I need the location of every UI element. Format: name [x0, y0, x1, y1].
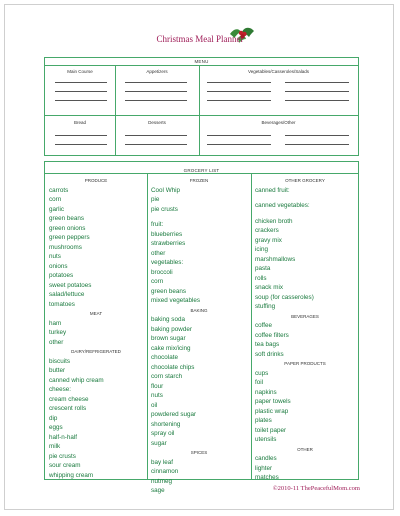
- grocery-heading: GROCERY LIST: [183, 168, 220, 173]
- section-heading: PRODUCE: [84, 178, 108, 183]
- grocery-item: flour: [151, 382, 164, 390]
- grocery-item: pasta: [255, 265, 271, 272]
- grocery-item: baking powder: [151, 325, 192, 333]
- grocery-item: nuts: [49, 253, 61, 260]
- grocery-item: vegetables:: [151, 259, 184, 266]
- grocery-item: crescent rolls: [49, 405, 87, 412]
- section-heading: OTHER: [297, 446, 313, 452]
- menu-appetizers: Appetizers: [146, 69, 168, 74]
- blank-line[interactable]: [55, 100, 107, 101]
- blank-line[interactable]: [285, 91, 349, 92]
- blank-line[interactable]: [125, 144, 187, 145]
- page-title: Christmas Meal Planner: [156, 34, 244, 44]
- section-heading: PAPER PRODUCTS: [284, 361, 326, 366]
- blank-line[interactable]: [125, 100, 187, 101]
- grocery-item: green peppers: [49, 234, 90, 241]
- grocery-item: biscuits: [49, 357, 70, 365]
- section-heading: BAKING: [190, 307, 208, 313]
- grocery-column-1: [49, 176, 143, 480]
- grocery-item: lighter: [255, 464, 273, 472]
- grocery-item: cheese:: [49, 386, 72, 393]
- grocery-item: baking soda: [151, 316, 185, 323]
- grocery-item: broccoli: [151, 268, 173, 276]
- grocery-item: bay leaf: [151, 458, 174, 466]
- grocery-item: other: [49, 338, 64, 346]
- blank-line[interactable]: [285, 144, 349, 145]
- grocery-item: mushrooms: [49, 243, 82, 251]
- blank-line[interactable]: [285, 135, 349, 136]
- grocery-item: spray oil: [151, 430, 175, 437]
- grocery-item: corn: [151, 278, 164, 285]
- grocery-item: toilet paper: [255, 426, 287, 434]
- menu-heading: MENU: [194, 59, 209, 64]
- blank-line[interactable]: [55, 144, 107, 145]
- grocery-item: icing: [255, 246, 268, 253]
- grocery-item: eggs: [49, 424, 63, 431]
- grocery-item: shortening: [151, 420, 181, 428]
- menu-desserts: Desserts: [148, 120, 166, 125]
- grocery-item: chicken broth: [255, 217, 293, 225]
- grocery-item: dip: [49, 414, 58, 422]
- menu-divider-mid: [45, 115, 358, 116]
- section-heading: OTHER GROCERY: [285, 178, 325, 183]
- grocery-item: pie crusts: [49, 452, 76, 460]
- blank-line[interactable]: [55, 135, 107, 136]
- grocery-item: potatoes: [49, 272, 74, 279]
- grocery-item: whipping cream: [49, 471, 94, 479]
- grocery-item: tomatoes: [49, 300, 75, 308]
- grocery-item: cinnamon: [151, 468, 179, 475]
- grocery-item: coffee filters: [255, 331, 289, 339]
- grocery-item: stuffing: [255, 303, 276, 310]
- grocery-item: marshmallows: [255, 255, 296, 263]
- grocery-item: pie crusts: [151, 205, 178, 213]
- grocery-item: foil: [255, 379, 264, 386]
- grocery-item: candles: [255, 455, 277, 462]
- grocery-item: green beans: [151, 287, 187, 295]
- grocery-item: canned fruit:: [255, 186, 290, 194]
- menu-box: [44, 57, 359, 156]
- grocery-item: cream cheese: [49, 395, 89, 403]
- grocery-item: half-n-half: [49, 433, 78, 441]
- grocery-item: coffee: [255, 322, 273, 329]
- grocery-item: sage: [151, 487, 165, 494]
- blank-line[interactable]: [285, 100, 349, 101]
- grocery-item: green onions: [49, 224, 86, 232]
- grocery-column-2: [151, 176, 247, 496]
- section-heading: FROZEN: [189, 178, 209, 183]
- blank-line[interactable]: [207, 100, 271, 101]
- grocery-item: turkey: [49, 329, 67, 336]
- grocery-item: corn starch: [151, 373, 183, 380]
- grocery-item: onions: [49, 262, 68, 270]
- menu-col-divider-2: [199, 65, 200, 155]
- menu-main-course: Main Course: [67, 69, 93, 74]
- grocery-item: soft drinks: [255, 350, 284, 358]
- grocery-item: plastic wrap: [255, 407, 289, 415]
- grocery-item: matches: [255, 474, 279, 481]
- grocery-item: other: [151, 249, 166, 257]
- grocery-item: carrots: [49, 186, 69, 194]
- blank-line[interactable]: [207, 82, 271, 83]
- grocery-divider-top: [45, 173, 358, 174]
- grocery-item: mixed vegetables: [151, 297, 201, 304]
- grocery-item: green beans: [49, 215, 85, 222]
- grocery-item: corn: [49, 196, 62, 203]
- menu-vegetables: Vegetables/Casseroles/Salads: [247, 69, 310, 74]
- grocery-item: sour cream: [49, 462, 81, 469]
- grocery-item: snack mix: [255, 284, 283, 291]
- grocery-item: butter: [49, 367, 66, 374]
- grocery-item: salad/lettuce: [49, 291, 85, 298]
- grocery-item: oil: [151, 401, 158, 409]
- grocery-item: powdered sugar: [151, 411, 197, 418]
- blank-line[interactable]: [125, 91, 187, 92]
- grocery-item: sugar: [151, 439, 167, 447]
- blank-line[interactable]: [285, 82, 349, 83]
- grocery-item: tea bags: [255, 341, 280, 348]
- grocery-item: garlic: [49, 205, 65, 213]
- menu-beverages: Beverages/Other: [261, 120, 296, 125]
- grocery-item: pie: [151, 196, 160, 203]
- grocery-item: fruit:: [151, 221, 164, 228]
- grocery-item: canned vegetables:: [255, 202, 310, 209]
- blank-line[interactable]: [55, 82, 107, 83]
- grocery-item: cups: [255, 369, 269, 377]
- grocery-item: rolls: [255, 274, 267, 282]
- menu-bread: Bread: [73, 120, 86, 125]
- grocery-item: utensils: [255, 436, 277, 443]
- grocery-col-divider-1: [147, 173, 148, 479]
- grocery-column-3: [255, 176, 355, 483]
- blank-line[interactable]: [125, 135, 187, 136]
- grocery-item: soup (for casseroles): [255, 293, 314, 301]
- section-heading: DAIRY/REFRIGERATED: [71, 349, 121, 354]
- section-heading: MEAT: [89, 311, 103, 316]
- grocery-item: blueberries: [151, 230, 183, 238]
- grocery-item: Cool Whip: [151, 186, 181, 194]
- grocery-item: milk: [49, 443, 61, 450]
- grocery-item: chocolate: [151, 354, 178, 361]
- grocery-item: chocolate chips: [151, 363, 195, 371]
- grocery-item: sweet potatoes: [49, 281, 92, 289]
- grocery-item: nuts: [151, 392, 163, 399]
- grocery-item: nutmeg: [151, 477, 173, 485]
- blank-line[interactable]: [207, 144, 271, 145]
- blank-line[interactable]: [125, 82, 187, 83]
- section-heading: SPICES: [190, 450, 208, 455]
- grocery-item: canned whip cream: [49, 376, 104, 384]
- blank-line[interactable]: [207, 91, 271, 92]
- grocery-item: napkins: [255, 388, 277, 396]
- menu-col-divider-1: [115, 65, 116, 155]
- grocery-item: crackers: [255, 227, 279, 234]
- grocery-item: cake mix/icing: [151, 344, 191, 352]
- grocery-item: plates: [255, 417, 272, 424]
- blank-line[interactable]: [207, 135, 271, 136]
- grocery-col-divider-2: [251, 173, 252, 479]
- grocery-item: paper towels: [255, 398, 291, 405]
- grocery-item: strawberries: [151, 240, 186, 247]
- grocery-item: gravy mix: [255, 236, 282, 244]
- grocery-item: brown sugar: [151, 335, 186, 342]
- blank-line[interactable]: [55, 91, 107, 92]
- menu-divider-top: [45, 65, 358, 66]
- section-heading: BEVERAGES: [291, 313, 319, 319]
- grocery-item: ham: [49, 319, 62, 327]
- copyright-notice: ©2010-11 ThePeacefulMom.com: [272, 485, 360, 492]
